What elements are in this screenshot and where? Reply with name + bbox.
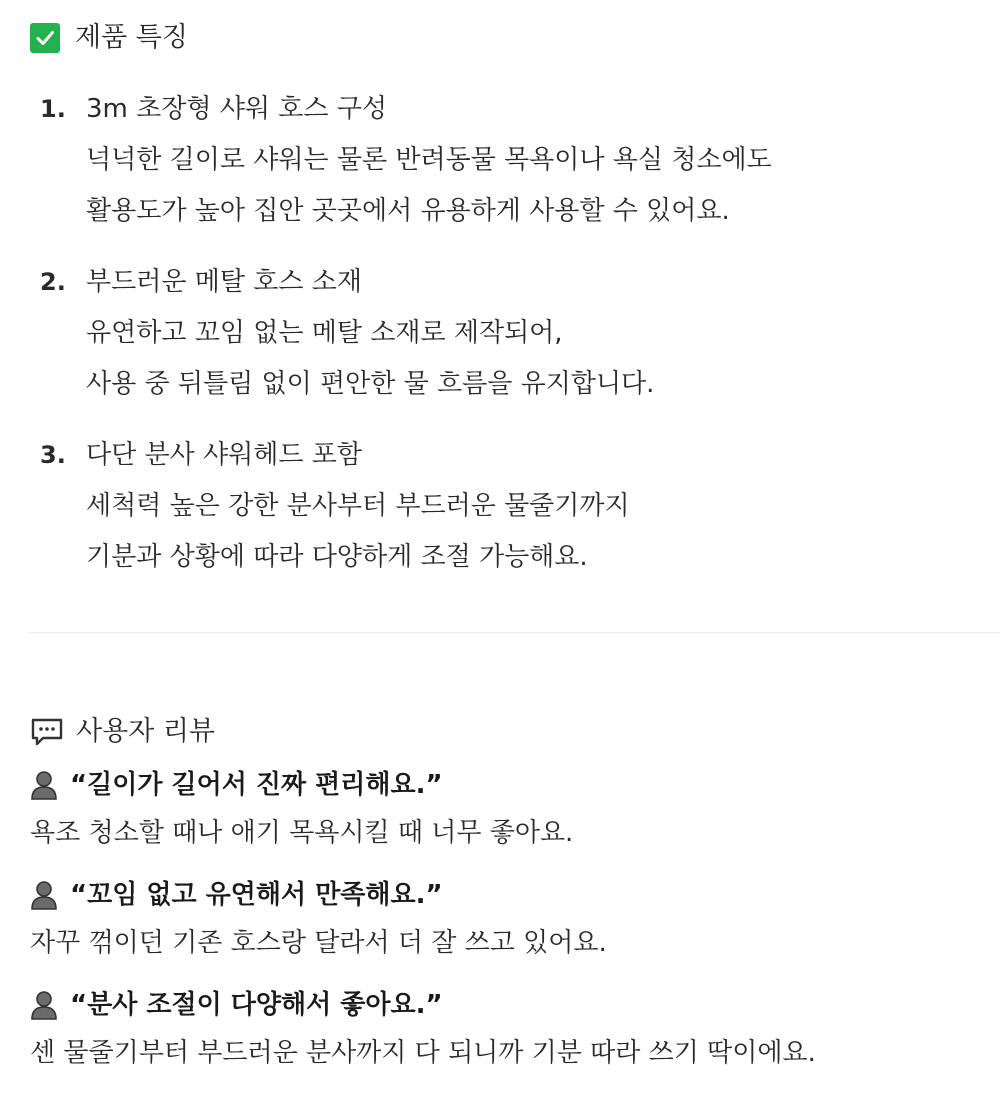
check-mark-button-icon (30, 23, 60, 53)
review-item-3 (30, 982, 980, 1078)
person-silhouette-icon (30, 770, 58, 800)
reviews-section (30, 710, 980, 1078)
review-quote: “꼬임 없고 유연해서 만족해요.” (70, 880, 443, 910)
feature-title: 다단 분사 샤워헤드 포함 (86, 440, 362, 470)
speech-bubble-icon (30, 717, 64, 747)
person-silhouette-icon (30, 880, 58, 910)
feature-description-line: 사용 중 뒤틀림 없이 편안한 물 흐름을 유지합니다. (86, 369, 655, 399)
review-item-2 (30, 872, 980, 968)
feature-title: 부드러운 메탈 호스 소재 (86, 267, 362, 297)
review-quote-row (30, 762, 980, 808)
feature-list (30, 84, 980, 583)
feature-number: 1. (40, 95, 66, 123)
feature-item-1 (30, 84, 980, 237)
review-quote-row (30, 872, 980, 918)
person-silhouette-icon (30, 990, 58, 1020)
features-heading (30, 18, 980, 58)
feature-number: 2. (40, 268, 66, 296)
feature-description-line: 세척력 높은 강한 분사부터 부드러운 물줄기까지 (86, 491, 630, 521)
review-item-1 (30, 762, 980, 858)
review-quote: “분사 조절이 다양해서 좋아요.” (70, 990, 443, 1020)
feature-description-line: 넉넉한 길이로 샤워는 물론 반려동물 목욕이나 욕실 청소에도 (86, 145, 772, 175)
review-quote-row (30, 982, 980, 1028)
reviews-heading-text: 사용자 리뷰 (76, 716, 215, 747)
feature-number: 3. (40, 441, 66, 469)
review-body: 욕조 청소할 때나 애기 목욕시킬 때 너무 좋아요. (30, 818, 574, 848)
review-quote: “길이가 길어서 진짜 편리해요.” (70, 770, 443, 800)
feature-title: 3m 초장형 샤워 호스 구성 (86, 94, 387, 124)
feature-description-line: 기분과 상황에 따라 다양하게 조절 가능해요. (86, 542, 588, 572)
features-section (30, 18, 980, 603)
feature-description-line: 활용도가 높아 집안 곳곳에서 유용하게 사용할 수 있어요. (86, 196, 730, 226)
reviews-heading (30, 710, 980, 754)
review-body: 센 물줄기부터 부드러운 분사까지 다 되니까 기분 따라 쓰기 딱이에요. (30, 1038, 816, 1068)
features-heading-text: 제품 특징 (75, 22, 188, 53)
section-divider (28, 632, 1000, 633)
review-body: 자꾸 꺾이던 기존 호스랑 달라서 더 잘 쓰고 있어요. (30, 928, 607, 958)
feature-item-3 (30, 430, 980, 583)
feature-item-2 (30, 257, 980, 410)
feature-description-line: 유연하고 꼬임 없는 메탈 소재로 제작되어, (86, 318, 563, 348)
